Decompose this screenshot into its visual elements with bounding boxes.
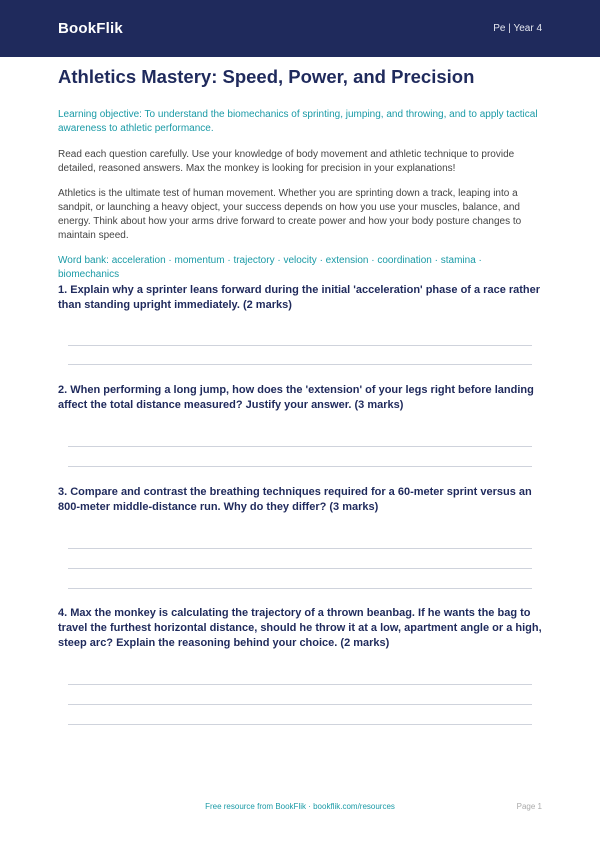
question-2 bbox=[58, 383, 544, 473]
footer-link[interactable]: Free resource from BookFlik · bookflik.com/resources bbox=[205, 802, 395, 811]
answer-line[interactable] bbox=[68, 466, 532, 467]
intro-text: Athletics is the ultimate test of human movement. Whether you are sprinting down a track, leaping into a sandpit, or launching a heavy object, your success depends on how you use your muscles, balance, and energy. Think about how your arms drive forward to create power and how your body posture changes to maintain speed. bbox=[58, 188, 522, 241]
answer-line[interactable] bbox=[68, 345, 532, 346]
answer-line[interactable] bbox=[68, 724, 532, 725]
question-3 bbox=[58, 485, 544, 595]
question-text: 4. Max the monkey is calculating the trajectory of a thrown beanbag. If he wants the bag to travel the furthest horizontal distance, should he throw it at a low, apartment angle or a high, steep arc? Explain the reasoning behind your choice. (2 marks) bbox=[58, 607, 542, 649]
question-4 bbox=[58, 606, 544, 731]
question-text: 1. Explain why a sprinter leans forward during the initial 'acceleration' phase of a race rather than standing upright immediately. (2 marks) bbox=[58, 284, 541, 311]
brand-logo[interactable]: BookFlik bbox=[58, 20, 123, 37]
intro-section bbox=[58, 64, 544, 282]
page-title: Athletics Mastery: Speed, Power, and Precision bbox=[58, 66, 475, 87]
answer-line[interactable] bbox=[68, 548, 532, 549]
instructions-text: Read each question carefully. Use your knowledge of body movement and athletic technique to provide detailed, reasoned answers. Max the monkey is looking for precision in your explanations! bbox=[58, 149, 515, 174]
answer-line[interactable] bbox=[68, 704, 532, 705]
question-1 bbox=[58, 283, 544, 373]
answer-line[interactable] bbox=[68, 446, 532, 447]
page-header bbox=[0, 0, 600, 57]
answer-line[interactable] bbox=[68, 364, 532, 365]
answer-line[interactable] bbox=[68, 588, 532, 589]
question-text: 3. Compare and contrast the breathing techniques required for a 60-meter sprint versus an 800-meter middle-distance run. Why do they differ? (3 marks) bbox=[58, 486, 532, 513]
answer-line[interactable] bbox=[68, 568, 532, 569]
learning-objective: Learning objective: To understand the biomechanics of sprinting, jumping, and throwing, and to apply tactical awareness to athletic performance. bbox=[58, 109, 538, 134]
question-text: 2. When performing a long jump, how does the 'extension' of your legs right before landing affect the total distance measured? Justify your answer. (3 marks) bbox=[58, 384, 534, 411]
subject-year: Pe | Year 4 bbox=[493, 23, 542, 34]
answer-line[interactable] bbox=[68, 684, 532, 685]
page-number: Page 1 bbox=[516, 802, 542, 811]
word-bank: Word bank: acceleration · momentum · trajectory · velocity · extension · coordination · stamina · biomechanics bbox=[58, 255, 482, 280]
